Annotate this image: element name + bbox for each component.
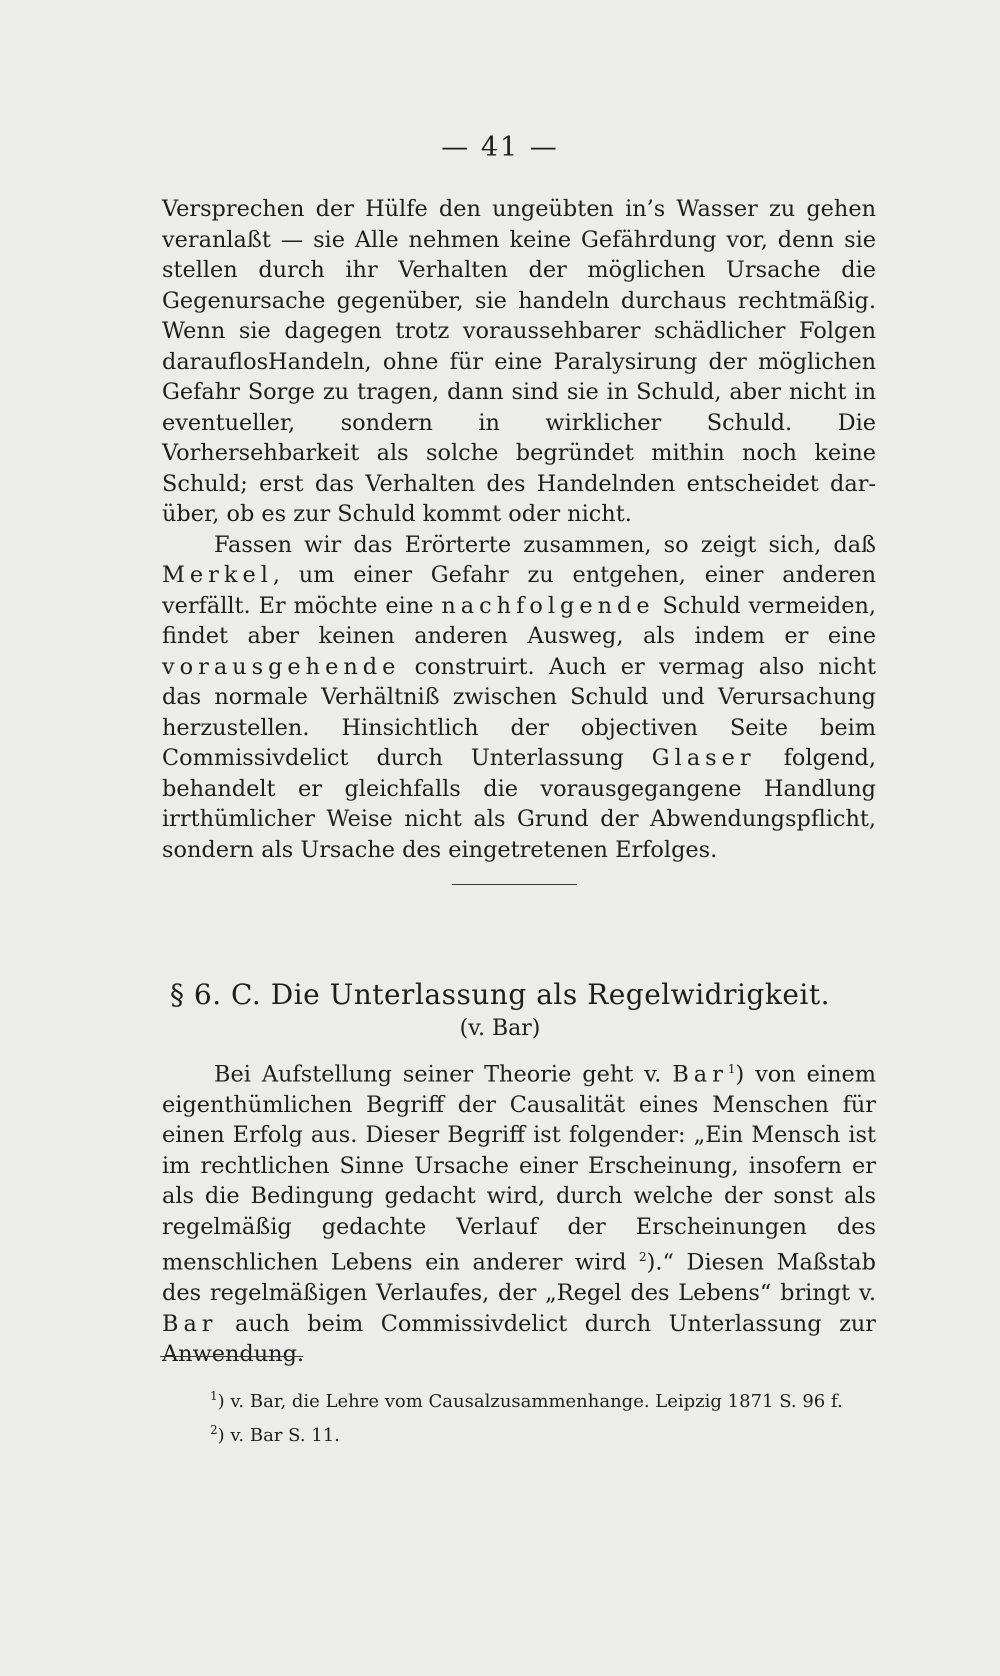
- main-text-block: [162, 194, 876, 865]
- text-run: Schuld vermeiden, findet aber keinen anderen Ausweg, als indem er eine: [162, 592, 876, 649]
- footnote-1: [210, 1382, 890, 1416]
- author-name-bar: Bar: [672, 1061, 728, 1088]
- footnote-ref-2: 2: [638, 1250, 647, 1265]
- text-run: folgend, behandelt er gleichfalls die vorausgegangene Handlung irrthümlicher Weise nicht als Grund der Abwendungspflicht, sondern als Ursache des eingetretenen Erfolges.: [162, 745, 876, 863]
- section-divider-rule: [452, 884, 577, 885]
- author-name-glaser: Glaser: [651, 745, 756, 771]
- paragraph-2: [162, 530, 876, 866]
- footnote-mark: 1: [210, 1389, 218, 1403]
- footnote-ref-1: 1: [727, 1062, 736, 1076]
- footnote-2: [210, 1416, 890, 1450]
- footnotes: [210, 1382, 890, 1450]
- author-name-merkel: Merkel: [162, 562, 273, 588]
- author-name-bar: Bar: [162, 1310, 218, 1337]
- paragraph-3: [162, 1054, 876, 1370]
- text-run: ).“ Diesen Maßstab des regelmäßigen Verlaufes, der „Regel des Lebens“ bringt v.: [162, 1249, 876, 1307]
- footnote-text: ) v. Bar, die Lehre vom Causalzusammenhange. Leipzig 1871 S. 96 f.: [217, 1391, 843, 1412]
- text-run: Bei Aufstellung seiner Theorie geht v.: [214, 1061, 673, 1088]
- footnote-separator-rule: [160, 1356, 303, 1357]
- section-heading: § 6. C. Die Unterlassung als Regelwidrigkeit.: [169, 978, 830, 1011]
- section-subheading: (v. Bar): [459, 1016, 541, 1041]
- page-number: — 41 —: [441, 132, 559, 163]
- section-text-block: [162, 1054, 876, 1370]
- emphasis-vorausgehende: vorausgehende: [162, 653, 401, 680]
- text-run: Fassen wir das Erörterte zusammen, so zeigt sich, daß: [214, 531, 876, 558]
- paragraph-1: Versprechen der Hülfe den ungeübten in’s Wasser zu gehen veranlaßt — sie Alle nehmen keine Gefährdung vor, denn sie stellen durch ihr Verhalten der möglichen Ursache die Gegenursache gegenüber, sie handeln durchaus rechtmäßig. Wenn sie dagegen trotz voraussehbarer schädlicher Folgen darauflosHandeln, ohne für eine Paralysirung der möglichen Gefahr Sorge zu tragen, dann sind sie in Schuld, aber nicht in eventueller, sondern in wirklicher Schuld. Die Vorhersehbarkeit als solche begründet mithin noch keine Schuld; erst das Verhalten des Handelnden entscheidet darüber, ob es zur Schuld kommt oder nicht.: [162, 196, 876, 527]
- footnote-text: ) v. Bar S. 11.: [217, 1425, 340, 1446]
- emphasis-nachfolgende: nachfolgende: [441, 592, 655, 619]
- footnote-mark: 2: [210, 1423, 218, 1437]
- text-run: construirt. Auch er vermag also nicht das normale Verhältniß zwischen Schuld und Verursachung herzustellen. Hinsichtlich der objectiven Seite beim Commissivdelict durch Unterlassung: [162, 653, 876, 771]
- text-run: auch beim Commissivdelict durch Unterlassung zur Anwendung.: [162, 1310, 876, 1368]
- text-run: ) von einem eigenthümlichen Begriff der Causalität eines Menschen für einen Erfolg aus. Dieser Begriff ist folgender: „Ein Mensch ist im rechtlichen Sinne Ursache einer Erscheinung, insofern er als die Bedingung gedacht wird, durch welche der sonst als regelmäßig gedachte Verlauf der Erscheinungen des menschlichen Lebens ein anderer wird: [162, 1061, 876, 1276]
- text-run: , um einer Gefahr zu entgehen, einer anderen verfällt. Er möchte eine: [162, 562, 876, 619]
